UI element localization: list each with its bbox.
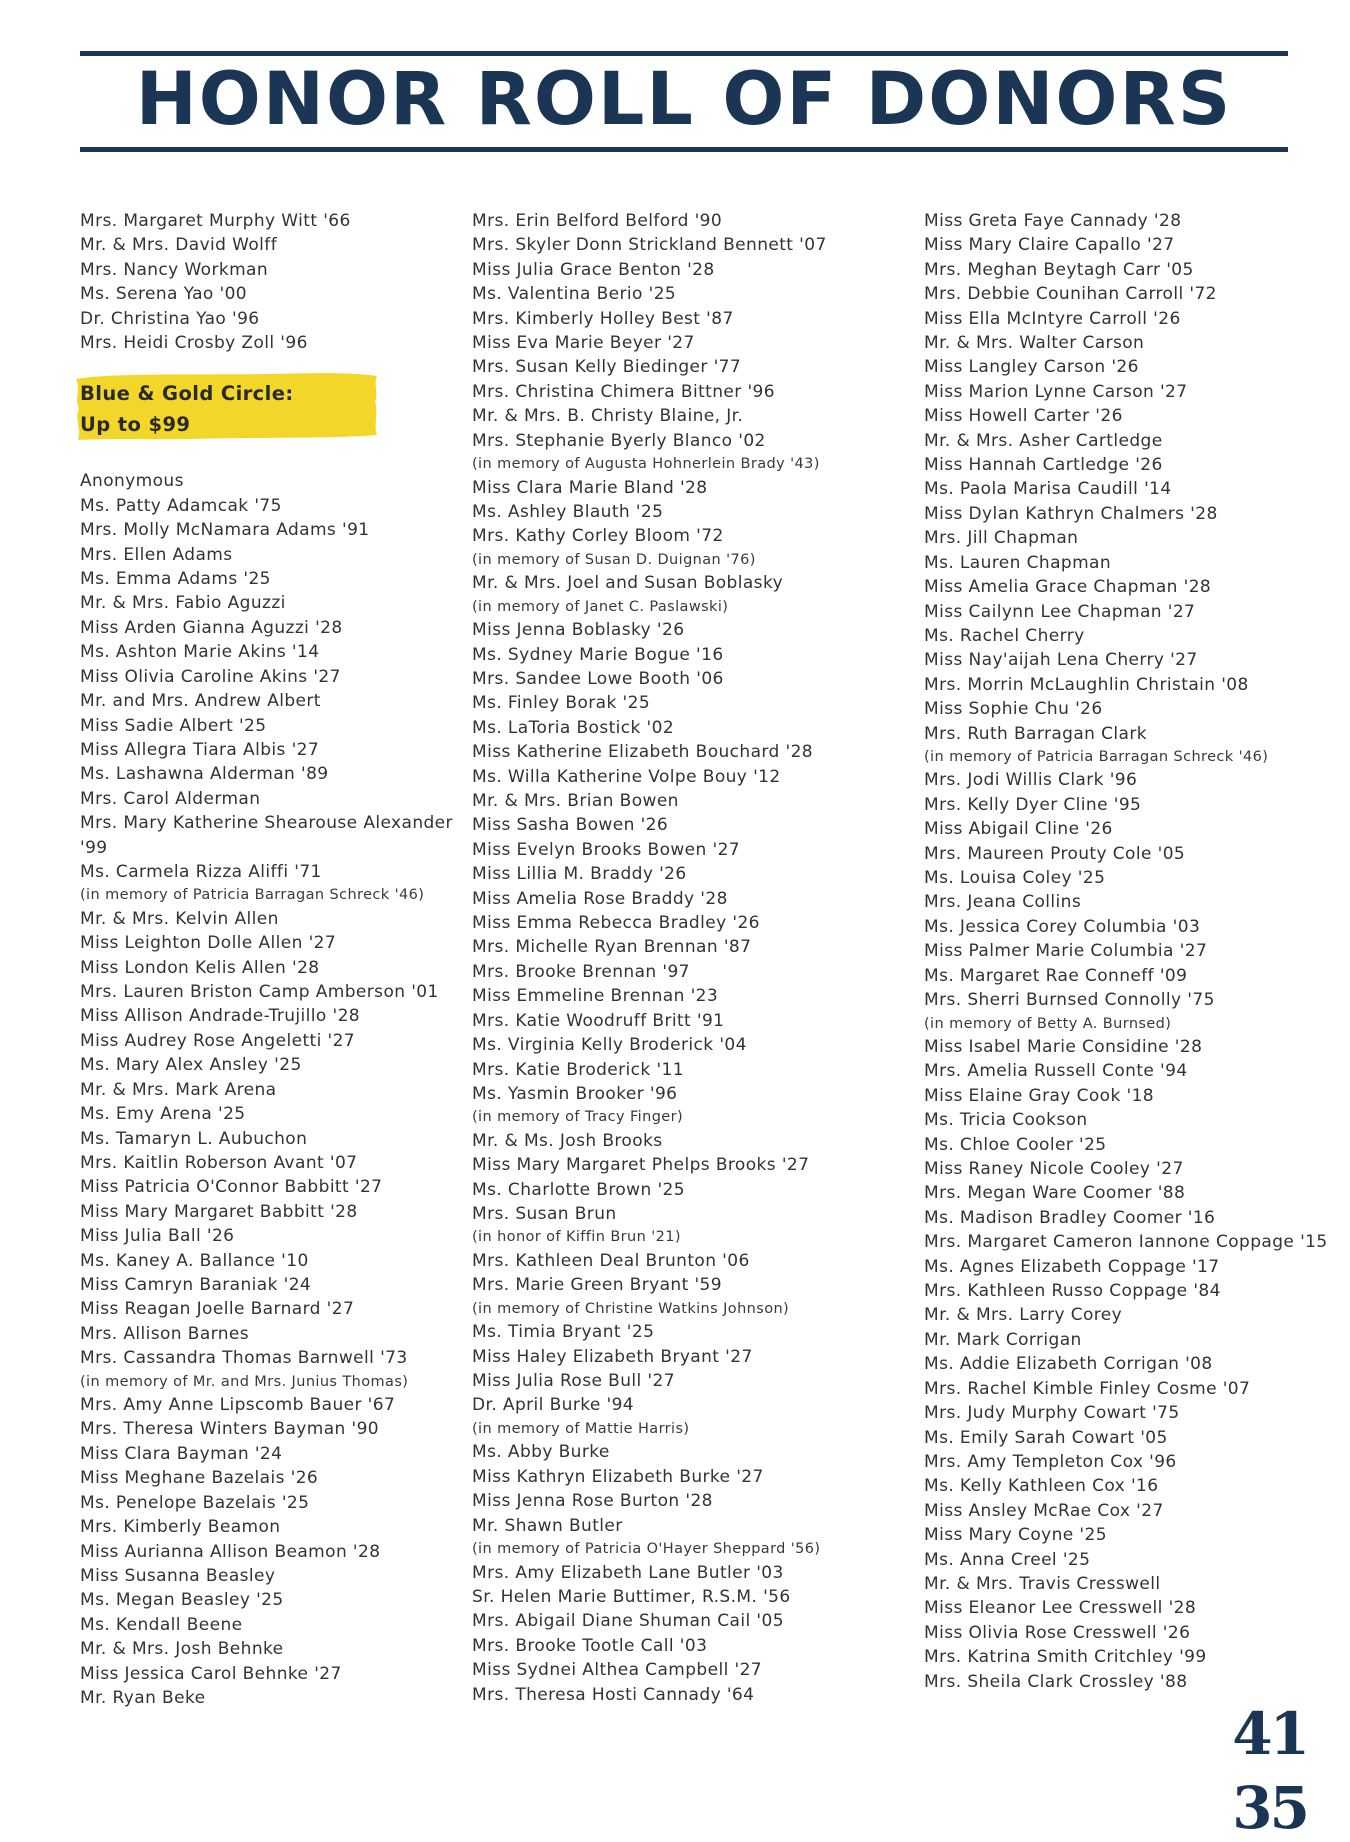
donor-entry: Mrs. Margaret Murphy Witt '66 — [80, 211, 351, 231]
donor-entry: Miss Hannah Cartledge '26 — [924, 455, 1163, 476]
donor-entry: Mrs. Amy Elizabeth Lane Butler '03 — [472, 1562, 784, 1583]
page-title: HONOR ROLL OF DONORS — [135, 57, 1233, 142]
donor-entry: Ms. Louisa Coley '25 — [924, 868, 1106, 889]
donor-entry: Ms. Addie Elizabeth Corrigan '08 — [924, 1354, 1213, 1375]
donor-memorial-note: (in honor of Kiffin Brun '21) — [472, 1229, 681, 1246]
donor-entry: Dr. April Burke '94 — [472, 1395, 635, 1416]
circle-heading-text: Blue & Gold Circle: Up to $99 — [80, 382, 294, 437]
donor-entry: Miss London Kelis Allen '28 — [80, 957, 320, 978]
donor-entry: Mrs. Kathy Corley Bloom '72 — [472, 526, 724, 547]
donor-entry: Mrs. Rachel Kimble Finley Cosme '07 — [924, 1378, 1251, 1399]
donor-memorial-note: (in memory of Augusta Hohnerlein Brady '43) — [472, 456, 820, 473]
donor-entry: Mr. & Ms. Josh Brooks — [472, 1130, 663, 1151]
donor-entry: Miss Katherine Elizabeth Bouchard '28 — [472, 742, 814, 763]
page-number: 41 — [1232, 1700, 1307, 1768]
donor-entry: Mr. & Mrs. Larry Corey — [924, 1305, 1123, 1326]
donor-memorial-note: (in memory of Patricia O'Hayer Sheppard '56) — [472, 1541, 821, 1557]
donor-entry: Miss Sadie Albert '25 — [80, 715, 267, 736]
donor-entry: Ms. Emy Arena '25 — [80, 1104, 246, 1125]
donor-entry: Miss Eleanor Lee Cresswell '28 — [924, 1598, 1197, 1619]
donor-entry: Mrs. Katie Woodruff Britt '91 — [472, 1010, 725, 1031]
donor-entry: Mrs. Sandee Lowe Booth '06 — [472, 669, 724, 689]
donor-entry: Mr. & Mrs. Travis Cresswell — [924, 1573, 1161, 1594]
donor-entry: Miss Clara Marie Bland '28 — [472, 477, 708, 498]
donor-entry: Ms. Timia Bryant '25 — [472, 1322, 655, 1343]
donor-entry: Miss Meghane Bazelais '26 — [80, 1468, 319, 1489]
donor-entry: Mrs. Erin Belford Belford '90 — [472, 211, 723, 231]
donor-entry: Mrs. Amelia Russell Conte '94 — [924, 1061, 1188, 1082]
donor-entry: Miss Lillia M. Braddy '26 — [472, 864, 687, 885]
donor-entry: Ms. Mary Alex Ansley '25 — [80, 1055, 302, 1076]
donor-entry: Ms. Jessica Corey Columbia '03 — [924, 916, 1201, 937]
donor-entry: Miss Jessica Carol Behnke '27 — [80, 1663, 342, 1684]
donor-entry: Ms. Rachel Cherry — [924, 625, 1085, 646]
donor-entry: Mrs. Molly McNamara Adams '91 — [80, 520, 370, 541]
donor-entry: Mrs. Stephanie Byerly Blanco '02 — [472, 430, 766, 451]
donor-entry: Ms. Ashley Blauth '25 — [472, 501, 664, 522]
blue-gold-circle-heading — [80, 369, 380, 443]
donor-entry: Miss Marion Lynne Carson '27 — [924, 381, 1188, 402]
donor-entry: Mrs. Heidi Crosby Zoll '96 — [80, 333, 308, 354]
donor-entry: Mrs. Jodi Willis Clark '96 — [924, 770, 1138, 791]
donor-entry: Ms. Madison Bradley Coomer '16 — [924, 1207, 1216, 1228]
donor-entry: Mrs. Nancy Workman — [80, 259, 269, 280]
donor-entry: Mrs. Michelle Ryan Brennan '87 — [472, 937, 752, 958]
donor-entry: Mr. & Mrs. Asher Cartledge — [924, 430, 1163, 451]
donor-entry: Miss Greta Faye Cannady '28 — [924, 211, 1182, 231]
donor-memorial-note: (in memory of Betty A. Burnsed) — [924, 1015, 1172, 1032]
donor-memorial-note: (in memory of Mattie Harris) — [472, 1420, 690, 1437]
donor-entry: Mrs. Amy Anne Lipscomb Bauer '67 — [80, 1395, 396, 1416]
donor-entry: Miss Olivia Caroline Akins '27 — [80, 666, 341, 687]
donor-entry: Miss Aurianna Allison Beamon '28 — [80, 1541, 381, 1562]
donor-entry: Miss Raney Nicole Cooley '27 — [924, 1159, 1184, 1180]
donor-entry: Miss Sasha Bowen '26 — [472, 815, 669, 836]
donor-entry: Mrs. Theresa Winters Bayman '90 — [80, 1419, 380, 1440]
donor-entry: Mr. & Mrs. Josh Behnke — [80, 1639, 284, 1660]
donor-entry: Miss Patricia O'Connor Babbitt '27 — [80, 1177, 383, 1198]
donor-entry: Miss Leighton Dolle Allen '27 — [80, 933, 337, 954]
donor-entry: Miss Palmer Marie Columbia '27 — [924, 941, 1208, 962]
donor-entry: Mrs. Kaitlin Roberson Avant '07 — [80, 1152, 358, 1173]
donor-entry: Miss Olivia Rose Cresswell '26 — [924, 1622, 1191, 1643]
donor-entry: Ms. Patty Adamcak '75 — [80, 495, 282, 516]
donor-entry: Miss Howell Carter '26 — [924, 406, 1123, 427]
donor-memorial-note: (in memory of Mr. and Mrs. Junius Thomas) — [80, 1373, 409, 1390]
donor-entry: Miss Elaine Gray Cook '18 — [924, 1085, 1155, 1106]
donor-entry: Mrs. Debbie Counihan Carroll '72 — [924, 284, 1217, 305]
donor-entry: Miss Jenna Boblasky '26 — [472, 620, 685, 641]
donor-entry: Ms. Lashawna Alderman '89 — [80, 764, 329, 785]
donor-entry: Mr. Shawn Butler — [472, 1515, 623, 1536]
donor-entry: Miss Mary Claire Capallo '27 — [924, 235, 1175, 256]
donor-entry: Ms. Kaney A. Ballance '10 — [80, 1250, 309, 1271]
donor-entry: Mrs. Maureen Prouty Cole '05 — [924, 843, 1186, 864]
donor-entry: Mrs. Marie Green Bryant '59 — [472, 1275, 722, 1296]
donor-entry: Miss Mary Margaret Babbitt '28 — [80, 1201, 358, 1222]
donor-entry: Mrs. Amy Templeton Cox '96 — [924, 1451, 1177, 1472]
donor-entry: Mr. & Mrs. Joel and Susan Boblasky — [472, 573, 784, 594]
donor-entry: Ms. Chloe Cooler '25 — [924, 1134, 1107, 1155]
donor-entry: Mrs. Katrina Smith Critchley '99 — [924, 1647, 1207, 1668]
donor-entry: Ms. Kendall Beene — [80, 1614, 243, 1635]
donor-entry: Miss Audrey Rose Angeletti '27 — [80, 1030, 356, 1051]
donor-entry: Mrs. Kathleen Deal Brunton '06 — [472, 1250, 750, 1271]
donor-entry: Mr. & Mrs. Brian Bowen — [472, 791, 679, 812]
donor-entry: Mrs. Christina Chimera Bittner '96 — [472, 381, 775, 402]
donor-entry: Mr. & Mrs. Walter Carson — [924, 333, 1145, 354]
donor-memorial-note: (in memory of Patricia Barragan Schreck '46) — [924, 748, 1269, 765]
donor-entry: Mrs. Brooke Tootle Call '03 — [472, 1635, 708, 1656]
donor-entry: Miss Clara Bayman '24 — [80, 1443, 283, 1464]
donor-entry: Mrs. Morrin McLaughlin Christain '08 — [924, 674, 1249, 695]
donor-memorial-note: (in memory of Tracy Finger) — [472, 1109, 684, 1126]
donor-entry: Miss Dylan Kathryn Chalmers '28 — [924, 503, 1218, 524]
donor-entry: Ms. Emma Adams '25 — [80, 569, 271, 590]
donor-entry: Anonymous — [80, 471, 184, 492]
donor-entry: Miss Allegra Tiara Albis '27 — [80, 739, 320, 760]
donor-entry: Miss Amelia Grace Chapman '28 — [924, 577, 1212, 598]
donor-entry: Miss Mary Margaret Phelps Brooks '27 — [472, 1155, 810, 1176]
donor-entry: Ms. Margaret Rae Conneff '09 — [924, 965, 1188, 986]
donor-entry: Mrs. Brooke Brennan '97 — [472, 961, 690, 982]
donor-entry: Ms. Carmela Rizza Aliffi '71 — [80, 861, 322, 882]
donor-entry: Mrs. Jill Chapman — [924, 528, 1079, 549]
donor-entry: Mrs. Katie Broderick '11 — [472, 1059, 684, 1080]
donor-entry: Miss Sydnei Althea Campbell '27 — [472, 1660, 763, 1681]
donor-entry: Ms. Virginia Kelly Broderick '04 — [472, 1035, 747, 1056]
donor-entry: Miss Emmeline Brennan '23 — [472, 986, 719, 1007]
donor-entry: Mrs. Ellen Adams — [80, 544, 233, 565]
donor-entry: Ms. Ashton Marie Akins '14 — [80, 642, 320, 663]
donor-entry: Mrs. Kelly Dyer Cline '95 — [924, 794, 1142, 815]
donor-entry: Miss Jenna Rose Burton '28 — [472, 1491, 713, 1512]
title-rule-bottom — [80, 147, 1288, 152]
donor-entry: Miss Ansley McRae Cox '27 — [924, 1500, 1164, 1521]
donor-entry: Mrs. Sheila Clark Crossley '88 — [924, 1671, 1188, 1692]
donor-entry: Mrs. Lauren Briston Camp Amberson '01 — [80, 982, 439, 1003]
donor-entry: Miss Julia Rose Bull '27 — [472, 1371, 675, 1392]
donor-entry: Ms. Tamaryn L. Aubuchon — [80, 1128, 308, 1149]
donor-entry: Mr. & Mrs. David Wolff — [80, 235, 278, 256]
donor-entry: Mrs. Kimberly Beamon — [80, 1517, 281, 1538]
donor-entry: Mr. & Mrs. Kelvin Allen — [80, 908, 279, 929]
donor-memorial-note: (in memory of Janet C. Paslawski) — [472, 598, 729, 615]
donor-entry: Miss Allison Andrade-Trujillo '28 — [80, 1006, 361, 1027]
donor-column-3 — [924, 209, 1334, 1694]
donor-entry: Ms. Abby Burke — [472, 1442, 610, 1463]
donor-entry: Miss Arden Gianna Aguzzi '28 — [80, 617, 343, 638]
donor-entry: Miss Ella McIntyre Carroll '26 — [924, 308, 1181, 329]
donor-entry: Miss Sophie Chu '26 — [924, 699, 1103, 720]
donor-entry: Ms. Lauren Chapman — [924, 552, 1112, 573]
donor-entry: Miss Julia Grace Benton '28 — [472, 259, 715, 280]
donor-entry: Mrs. Margaret Cameron Iannone Coppage '15 — [924, 1232, 1328, 1253]
donor-entry: Mrs. Kathleen Russo Coppage '84 — [924, 1281, 1221, 1302]
donor-entry: Dr. Christina Yao '96 — [80, 308, 260, 329]
donor-entry: Ms. Sydney Marie Bogue '16 — [472, 644, 724, 665]
donor-entry: Miss Abigail Cline '26 — [924, 819, 1113, 840]
donor-entry: Mr. and Mrs. Andrew Albert — [80, 691, 321, 712]
donor-entry: Ms. Charlotte Brown '25 — [472, 1179, 685, 1200]
donor-entry: Ms. Penelope Bazelais '25 — [80, 1492, 310, 1513]
donor-entry: Ms. Megan Beasley '25 — [80, 1590, 284, 1611]
donor-list-bottom — [80, 469, 460, 1710]
donor-entry: Mr. & Mrs. B. Christy Blaine, Jr. — [472, 406, 744, 427]
donor-entry: Mrs. Kimberly Holley Best '87 — [472, 308, 734, 329]
donor-column-1 — [80, 209, 460, 1710]
donor-entry: Mrs. Judy Murphy Cowart '75 — [924, 1403, 1180, 1424]
donor-entry: Mrs. Ruth Barragan Clark — [924, 723, 1147, 744]
donor-memorial-note: (in memory of Christine Watkins Johnson) — [472, 1300, 790, 1317]
donor-entry: Miss Kathryn Elizabeth Burke '27 — [472, 1466, 764, 1487]
donor-entry: Mr. & Mrs. Mark Arena — [80, 1079, 277, 1100]
donor-entry: Miss Nay'aijah Lena Cherry '27 — [924, 650, 1198, 671]
donor-entry: Miss Emma Rebecca Bradley '26 — [472, 913, 760, 934]
donor-entry: Ms. Emily Sarah Cowart '05 — [924, 1427, 1168, 1448]
donor-entry: Mrs. Meghan Beytagh Carr '05 — [924, 259, 1194, 280]
donor-entry: Mrs. Susan Brun — [472, 1204, 617, 1225]
donor-entry: Mrs. Skyler Donn Strickland Bennett '07 — [472, 235, 827, 256]
donor-entry: Miss Mary Coyne '25 — [924, 1525, 1107, 1546]
donor-entry: Mrs. Megan Ware Coomer '88 — [924, 1183, 1186, 1204]
donor-memorial-note: (in memory of Patricia Barragan Schreck '46) — [80, 887, 425, 904]
donor-entry: Miss Eva Marie Beyer '27 — [472, 333, 695, 354]
donor-list-top — [80, 209, 460, 355]
donor-entry: Ms. Anna Creel '25 — [924, 1549, 1091, 1570]
donor-entry: Miss Haley Elizabeth Bryant '27 — [472, 1346, 753, 1367]
donor-entry: Mrs. Mary Katherine Shearouse Alexander '99 — [80, 813, 453, 858]
donor-entry: Mr. Ryan Beke — [80, 1687, 206, 1708]
donor-entry: Miss Evelyn Brooks Bowen '27 — [472, 839, 741, 860]
donor-entry: Ms. Willa Katherine Volpe Bouy '12 — [472, 766, 781, 787]
donor-entry: Mr. & Mrs. Fabio Aguzzi — [80, 593, 286, 614]
donor-entry: Ms. Yasmin Brooker '96 — [472, 1083, 678, 1104]
donor-column-2 — [472, 209, 912, 1707]
next-page-number-partial: 35 — [1232, 1774, 1307, 1842]
donor-entry: Miss Isabel Marie Considine '28 — [924, 1037, 1203, 1057]
donor-entry: Miss Susanna Beasley — [80, 1565, 276, 1586]
donor-entry: Ms. Serena Yao '00 — [80, 284, 248, 305]
donor-entry: Mrs. Sherri Burnsed Connolly '75 — [924, 990, 1215, 1011]
donor-entry: Ms. Agnes Elizabeth Coppage '17 — [924, 1256, 1220, 1277]
donor-entry: Ms. Valentina Berio '25 — [472, 284, 677, 305]
donor-entry: Miss Cailynn Lee Chapman '27 — [924, 601, 1196, 622]
donor-entry: Ms. Finley Borak '25 — [472, 693, 651, 714]
donor-entry: Miss Reagan Joelle Barnard '27 — [80, 1299, 355, 1320]
donor-entry: Mrs. Cassandra Thomas Barnwell '73 — [80, 1348, 408, 1369]
donor-entry: Miss Amelia Rose Braddy '28 — [472, 888, 728, 909]
donor-entry: Mrs. Abigail Diane Shuman Cail '05 — [472, 1611, 784, 1632]
donor-entry: Mrs. Jeana Collins — [924, 892, 1082, 913]
donor-memorial-note: (in memory of Susan D. Duignan '76) — [472, 551, 756, 568]
donor-entry: Ms. LaToria Bostick '02 — [472, 717, 675, 738]
donor-entry: Ms. Kelly Kathleen Cox '16 — [924, 1476, 1159, 1497]
donor-entry: Ms. Tricia Cookson — [924, 1110, 1088, 1131]
donor-entry: Mrs. Theresa Hosti Cannady '64 — [472, 1684, 755, 1705]
donor-entry: Mrs. Carol Alderman — [80, 788, 261, 809]
donor-entry: Ms. Paola Marisa Caudill '14 — [924, 479, 1172, 500]
donor-entry: Mrs. Susan Kelly Biedinger '77 — [472, 357, 742, 378]
donor-entry: Miss Julia Ball '26 — [80, 1226, 235, 1247]
donor-entry: Miss Camryn Baraniak '24 — [80, 1274, 312, 1295]
donor-entry: Miss Langley Carson '26 — [924, 357, 1139, 378]
donor-entry: Mr. Mark Corrigan — [924, 1329, 1082, 1350]
donor-entry: Sr. Helen Marie Buttimer, R.S.M. '56 — [472, 1586, 791, 1607]
donor-entry: Mrs. Allison Barnes — [80, 1323, 250, 1344]
